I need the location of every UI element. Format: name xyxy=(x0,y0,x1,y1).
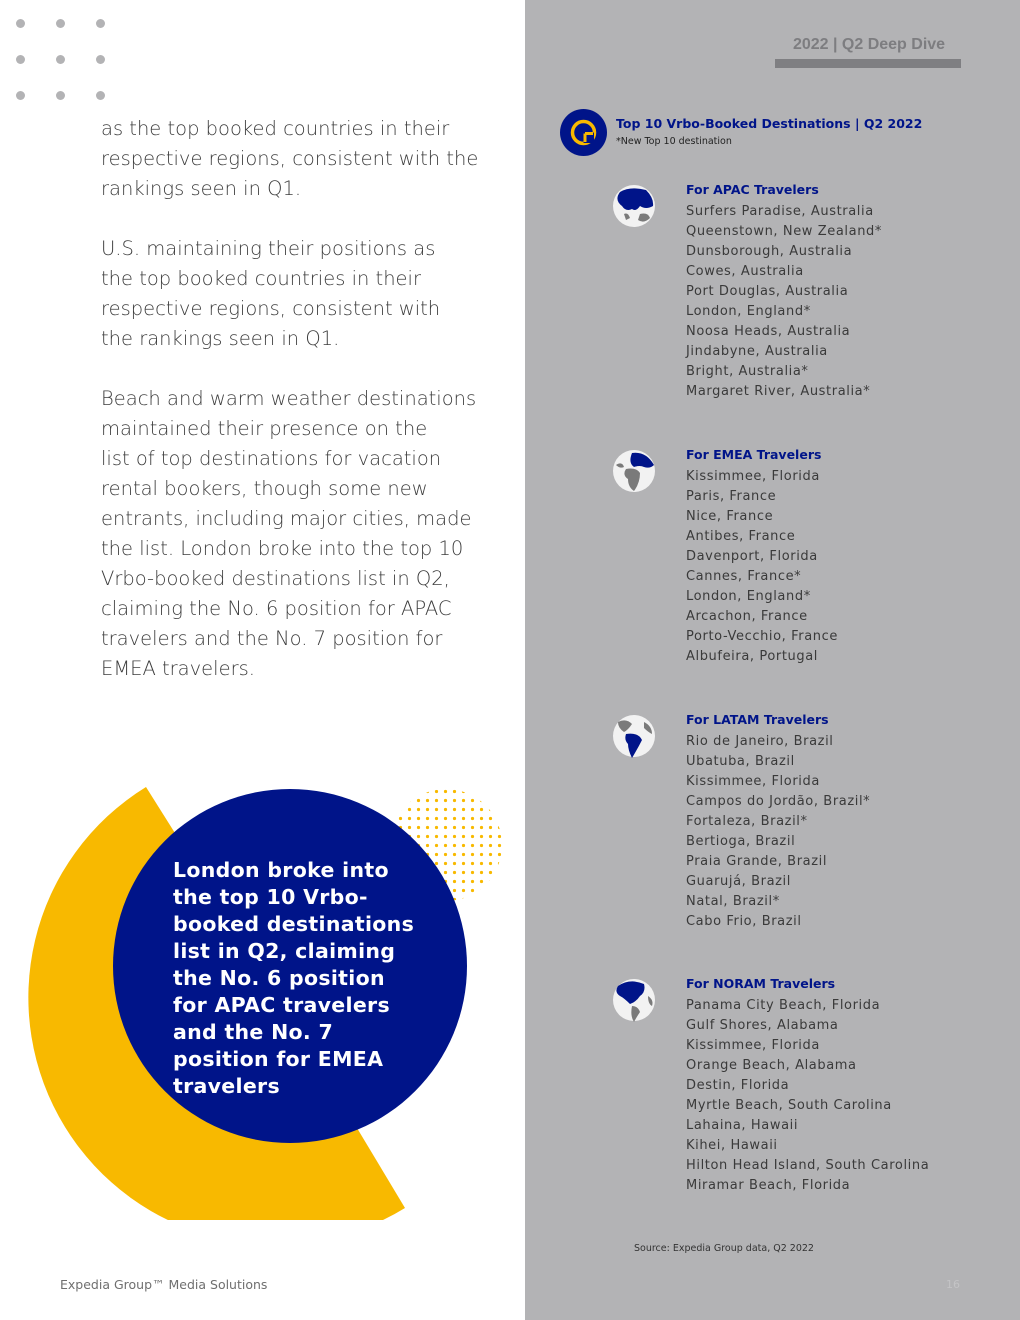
section-note: *New Top 10 destination xyxy=(616,136,732,147)
destination-list xyxy=(686,467,838,667)
list-item: Hilton Head Island, South Carolina xyxy=(686,1158,930,1173)
list-item: London, England* xyxy=(686,589,811,604)
body-paragraph: Beach and warm weather destinations maintained their presence on the list of top destinations for vacation rental bookers, though some new entrants, including major cities, made the list. London broke into the top 10 Vrbo-booked destinations list in Q2, claiming the No. 6 position for APAC travelers and the No. 7 position for EMEA travelers. xyxy=(101,387,477,680)
list-item: Port Douglas, Australia xyxy=(686,284,849,299)
list-item: Guarujá, Brazil xyxy=(686,874,791,889)
footer-brand: Expedia Group™ Media Solutions xyxy=(60,1277,268,1292)
list-item: Miramar Beach, Florida xyxy=(686,1178,851,1193)
globe-asia-icon xyxy=(610,182,658,230)
list-item: Davenport, Florida xyxy=(686,549,818,564)
page-number: 16 xyxy=(946,1278,960,1291)
header-underline xyxy=(775,59,961,68)
region-title: For EMEA Travelers xyxy=(686,447,822,462)
source-note: Source: Expedia Group data, Q2 2022 xyxy=(634,1243,814,1254)
globe-europe-africa-icon xyxy=(610,447,658,495)
list-item: Margaret River, Australia* xyxy=(686,384,871,399)
list-item: Surfers Paradise, Australia xyxy=(686,204,874,219)
list-item: Dunsborough, Australia xyxy=(686,244,853,259)
list-item: Cowes, Australia xyxy=(686,264,804,279)
region-title: For APAC Travelers xyxy=(686,182,819,197)
list-item: Albufeira, Portugal xyxy=(686,649,818,664)
list-item: Gulf Shores, Alabama xyxy=(686,1018,839,1033)
list-item: Lahaina, Hawaii xyxy=(686,1118,799,1133)
destination-list xyxy=(686,996,929,1196)
list-item: Rio de Janeiro, Brazil xyxy=(686,734,834,749)
target-icon xyxy=(560,109,607,156)
header-tag: 2022 | Q2 Deep Dive xyxy=(792,36,946,53)
list-item: Kissimmee, Florida xyxy=(686,774,820,789)
list-item: Queenstown, New Zealand* xyxy=(686,224,882,239)
destination-list xyxy=(686,202,882,402)
list-item: Kihei, Hawaii xyxy=(686,1138,778,1153)
list-item: Panama City Beach, Florida xyxy=(686,998,881,1013)
decorative-dot-grid xyxy=(12,14,112,104)
body-paragraph: as the top booked countries in their respective regions, consistent with the rankings seen in Q1. xyxy=(101,117,479,200)
list-item: Cannes, France* xyxy=(686,569,802,584)
globe-americas-south-icon xyxy=(610,712,658,760)
list-item: London, England* xyxy=(686,304,811,319)
list-item: Jindabyne, Australia xyxy=(686,344,828,359)
list-item: Cabo Frio, Brazil xyxy=(686,914,802,929)
body-text xyxy=(101,114,491,714)
list-item: Bright, Australia* xyxy=(686,364,809,379)
list-item: Orange Beach, Alabama xyxy=(686,1058,857,1073)
callout-text: London broke into the top 10 Vrbo-booked destinations list in Q2, claiming the No. 6 position for APAC travelers and the No. 7 position for EMEA travelers xyxy=(173,858,415,1098)
list-item: Fortaleza, Brazil* xyxy=(686,814,808,829)
list-item: Noosa Heads, Australia xyxy=(686,324,851,339)
list-item: Bertioga, Brazil xyxy=(686,834,796,849)
region-title: For LATAM Travelers xyxy=(686,712,829,727)
globe-americas-north-icon xyxy=(610,976,658,1024)
list-item: Natal, Brazil* xyxy=(686,894,780,909)
list-item: Kissimmee, Florida xyxy=(686,1038,820,1053)
destination-list xyxy=(686,732,870,932)
list-item: Campos do Jordão, Brazil* xyxy=(686,794,871,809)
list-item: Antibes, France xyxy=(686,529,796,544)
list-item: Myrtle Beach, South Carolina xyxy=(686,1098,892,1113)
body-paragraph: U.S. maintaining their positions as the top booked countries in their respective regions, consistent with the rankings seen in Q1. xyxy=(101,237,441,350)
list-item: Kissimmee, Florida xyxy=(686,469,820,484)
list-item: Praia Grande, Brazil xyxy=(686,854,828,869)
list-item: Nice, France xyxy=(686,509,774,524)
list-item: Porto-Vecchio, France xyxy=(686,629,838,644)
list-item: Ubatuba, Brazil xyxy=(686,754,795,769)
list-item: Destin, Florida xyxy=(686,1078,790,1093)
section-title: Top 10 Vrbo-Booked Destinations | Q2 2022 xyxy=(616,116,923,131)
list-item: Arcachon, France xyxy=(686,609,808,624)
region-title: For NORAM Travelers xyxy=(686,976,836,991)
list-item: Paris, France xyxy=(686,489,777,504)
